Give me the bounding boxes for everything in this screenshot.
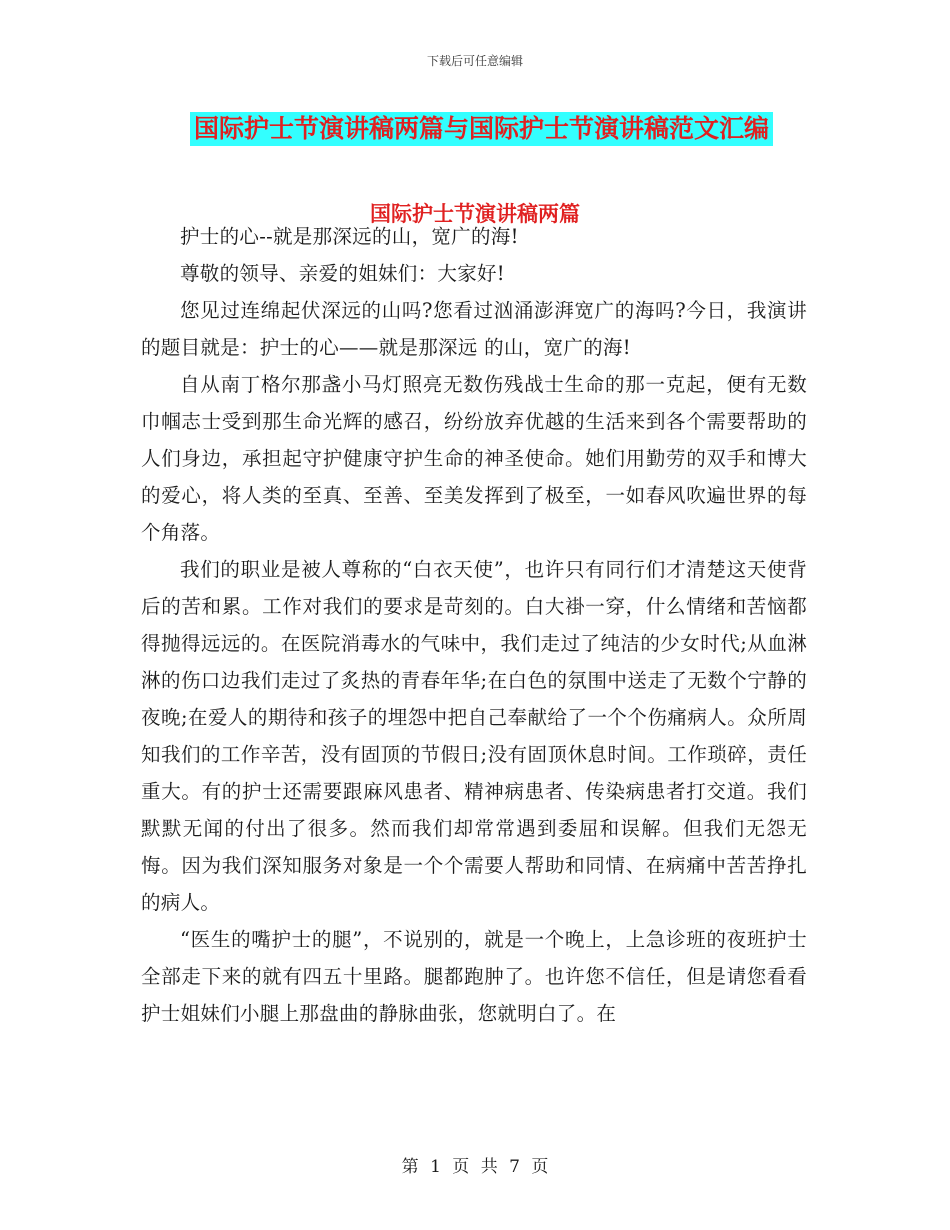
page-indicator: 第 1 页 共 7 页 (401, 1157, 549, 1177)
paragraph: 自从南丁格尔那盏小马灯照亮无数伤残战士生命的那一克起，便有无数巾帼志士受到那生命光辉的感召，纷纷放弃优越的生活来到各个需要帮助的人们身边，承担起守护健康守护生命的神圣使命。她们用勤劳的双手和博大的爱心，将人类的至真、至善、至美发挥到了极至，一如春风吹遍世界的每个角落。 (141, 373, 807, 544)
paragraph: 我们的职业是被人尊称的“白衣天使”，也许只有同行们才清楚这天使背后的苦和累。工作对我们的要求是苛刻的。白大褂一穿，什么情绪和苦恼都得抛得远远的。在医院消毒水的气味中，我们走过了纯洁的少女时代;从血淋淋的伤口边我们走过了炙热的青春年华;在白色的氛围中送走了无数个宁静的夜晚;在爱人的期待和孩子的埋怨中把自己奉献给了一个个伤痛病人。众所周知我们的工作辛苦，没有固顶的节假日;没有固顶休息时间。工作琐碎，责任重大。有的护士还需要跟麻风患者、精神病患者、传染病患者打交道。我们默默无闻的付出了很多。然而我们却常常遇到委屈和误解。但我们无怨无悔。因为我们深知服务对象是一个个需要人帮助和同情、在病痛中苦苦挣扎的病人。 (141, 558, 807, 914)
paragraph: 您见过连绵起伏深远的山吗?您看过汹涌澎湃宽广的海吗?今日，我演讲的题目就是：护士的心——就是那深远 的山，宽广的海! (141, 299, 807, 359)
document-main-title: 国际护士节演讲稿两篇与国际护士节演讲稿范文汇编 (190, 112, 773, 146)
paragraph: “医生的嘴护士的腿”，不说别的，就是一个晚上，上急诊班的夜班护士全部走下来的就有四五十里路。腿都跑肿了。也许您不信任，但是请您看看护士姐妹们小腿上那盘曲的静脉曲张，您就明白了。在 (141, 928, 807, 1025)
section-title: 国际护士节演讲稿两篇 (370, 202, 580, 226)
paragraph: 护士的心--就是那深远的山，宽广的海! (180, 225, 519, 248)
header-note: 下载后可任意编辑 (426, 54, 523, 68)
paragraph: 尊敬的领导、亲爱的姐妹们：大家好! (180, 262, 505, 285)
document-body (141, 218, 807, 1032)
